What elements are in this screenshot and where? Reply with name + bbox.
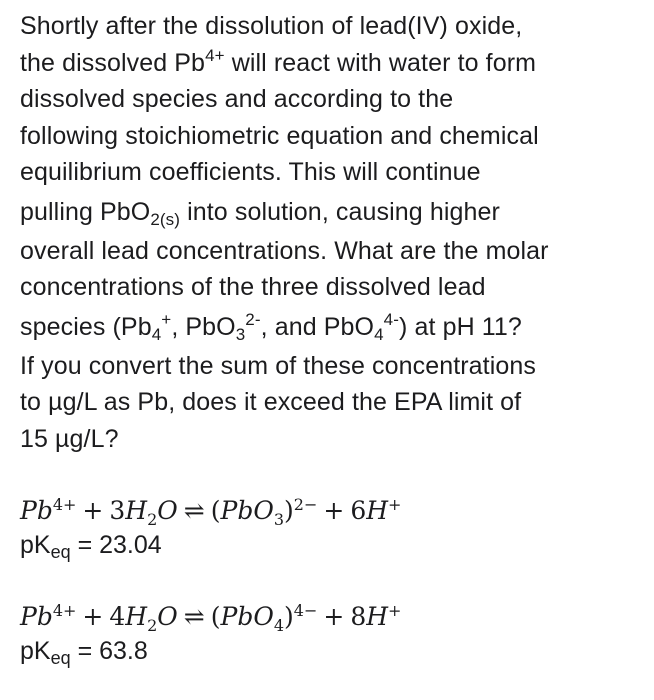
question-line-10: If you convert the sum of these concentrations (20, 351, 536, 380)
charge-superscript: 4+ (205, 46, 225, 66)
question-line-8: concentrations of the three dissolved lead (20, 273, 486, 301)
question-text (20, 8, 640, 457)
reaction-equation-1: $Pb^{4+} + 3H_2O$ ⇌ $(PbO_3)^{2-} + 6H^+$ (20, 495, 402, 529)
reaction-equation-2: $Pb^{4+} + 4H_2O$ ⇌ $(PbO_4)^{4-} + 8H^+$ (20, 601, 402, 635)
equilibrium-constant-1: $pK_{eq} = 23.04$ (20, 531, 162, 563)
equilibrium-arrow-icon: ⇌ (183, 496, 205, 525)
question-line-1: Shortly after the dissolution of lead(IV) oxide, (20, 12, 523, 40)
equilibrium-arrow-icon: ⇌ (183, 602, 205, 631)
phase-subscript: 2(s) (150, 210, 181, 230)
equilibrium-constant-2: $pK_{eq} = 63.8$ (20, 637, 148, 669)
question-line-11: to µg/L as Pb, does it exceed the EPA limit of (20, 388, 522, 416)
question-line-4: following stoichiometric equation and chemical (20, 121, 539, 150)
reaction-block-1 (20, 494, 640, 562)
question-line-9: species ($Pb_4^+$, PbO$_3^{2-}$, and PbO$_4^{4-}$) at pH 11? (20, 310, 522, 345)
reaction-block-2 (20, 600, 640, 668)
question-line-12: 15 µg/L? (20, 424, 119, 453)
question-line-2: the dissolved $Pb^{4+}$ will react with water to form (20, 46, 537, 77)
question-line-6: pulling PbO$_{2(s)}$ into solution, causing higher (20, 197, 500, 230)
question-line-5: equilibrium coefficients. This will continue (20, 158, 481, 186)
question-line-3: dissolved species and according to the (20, 85, 454, 113)
question-line-7: overall lead concentrations. What are the molar (20, 236, 549, 265)
